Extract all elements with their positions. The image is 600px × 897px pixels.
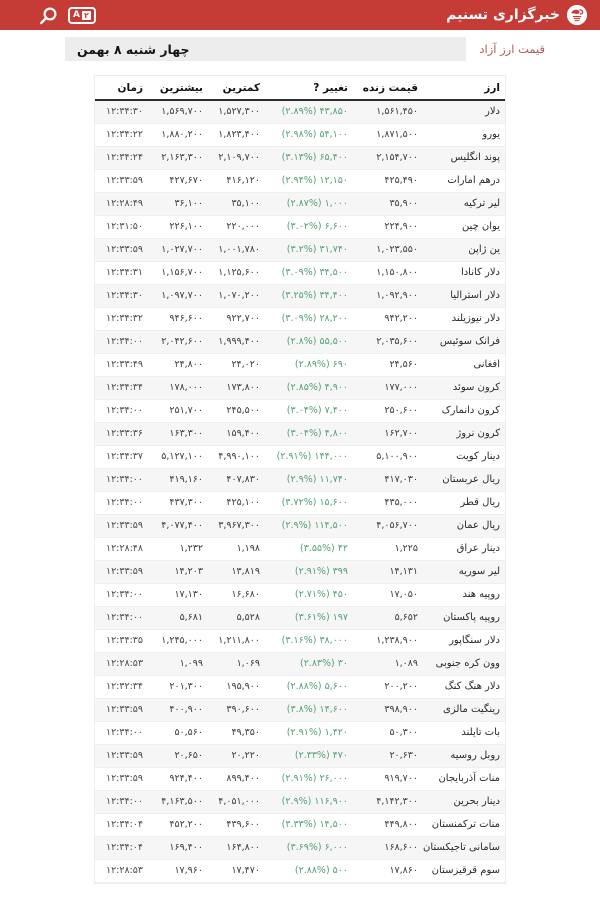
currency-name: کرون سوئد [423,376,505,399]
lowest-value: ۲۴۵,۵۰۰ [208,399,265,422]
lowest-value: ۱۶۴,۸۰۰ [208,836,265,859]
time-value: ۱۲:۳۴:۰۴ [95,836,148,859]
live-price: ۱۴,۱۳۱ [353,560,423,583]
change-value: (۲.۸۹%) ۴۳,۸۵۰ [265,100,353,123]
time-value: ۱۲:۳۴:۰۰ [95,491,148,514]
currency-name: بات تایلند [423,721,505,744]
live-price: ۲۰,۶۳۰ [353,744,423,767]
currency-name: دلار [423,100,505,123]
lowest-value: ۴,۰۵۱,۰۰۰ [208,790,265,813]
live-price: ۴۴۹,۸۰۰ [353,813,423,836]
currency-name: دلار کانادا [423,261,505,284]
currency-name: دینار بحرین [423,790,505,813]
live-price: ۲۴,۵۶۰ [353,353,423,376]
table-row [95,721,505,744]
time-value: ۱۲:۳۴:۰۰ [95,399,148,422]
table-row [95,330,505,353]
change-value: (۳.۲۵%) ۳۴,۴۰۰ [265,284,353,307]
lowest-value: ۱۷,۴۷۰ [208,859,265,882]
highest-value: ۱,۰۲۷,۷۰۰ [148,238,208,261]
lowest-value: ۳,۹۶۷,۳۰۰ [208,514,265,537]
change-value: (۲.۹۴%) ۱۲,۱۵۰ [265,169,353,192]
change-value: (۲.۹۱%) ۳۹۹ [265,560,353,583]
time-value: ۱۲:۳۴:۰۰ [95,468,148,491]
page-title[interactable]: قیمت ارز آزاد [479,42,545,56]
lowest-value: ۴۹,۳۵۰ [208,721,265,744]
highest-value: ۵,۶۸۱ [148,606,208,629]
currency-name: افغانی [423,353,505,376]
table-row [95,238,505,261]
table-row [95,790,505,813]
highest-value: ۱,۲۴۵,۰۰۰ [148,629,208,652]
table-row [95,767,505,790]
highest-value: ۲۰,۶۵۰ [148,744,208,767]
table-row [95,100,505,123]
highest-value: ۹۲۴,۴۰۰ [148,767,208,790]
lowest-value: ۴۲۵,۱۰۰ [208,491,265,514]
change-value: (۲.۹%) ۱۱۴,۵۰۰ [265,514,353,537]
live-price: ۵,۶۵۲ [353,606,423,629]
lowest-value: ۳۵,۱۰۰ [208,192,265,215]
table-row [95,514,505,537]
highest-value: ۲۲۶,۱۰۰ [148,215,208,238]
change-value: (۲.۸۹%) ۶۹۰ [265,353,353,376]
change-value: (۲.۳۳%) ۴۷۰ [265,744,353,767]
live-price: ۱,۵۶۱,۴۵۰ [353,100,423,123]
time-value: ۱۲:۳۲:۳۴ [95,675,148,698]
time-value: ۱۲:۳۴:۲۲ [95,123,148,146]
highest-value: ۴۲۷,۶۷۰ [148,169,208,192]
lowest-value: ۴۱۶,۱۲۰ [208,169,265,192]
date-strip [65,37,466,61]
time-value: ۱۲:۳۳:۵۹ [95,169,148,192]
live-price: ۱۷۷,۰۰۰ [353,376,423,399]
lowest-value: ۱,۰۷۰,۲۰۰ [208,284,265,307]
live-price: ۵,۱۰۰,۹۰۰ [353,445,423,468]
time-value: ۱۲:۳۴:۰۴ [95,813,148,836]
time-value: ۱۲:۳۳:۴۹ [95,353,148,376]
highest-value: ۱,۱۵۶,۷۰۰ [148,261,208,284]
currency-name: وون کره جنوبی [423,652,505,675]
time-value: ۱۲:۳۳:۵۹ [95,698,148,721]
table-row [95,537,505,560]
table-row [95,284,505,307]
table-row [95,836,505,859]
change-value: (۳.۰۲%) ۶,۶۰۰ [265,215,353,238]
currency-name: سامانی تاجیکستان [423,836,505,859]
highest-value: ۲,۱۶۳,۳۰۰ [148,146,208,169]
table-row [95,606,505,629]
live-price: ۴۲۵,۴۹۰ [353,169,423,192]
currency-name: ریال قطر [423,491,505,514]
lowest-value: ۸۹۹,۴۰۰ [208,767,265,790]
time-value: ۱۲:۳۳:۵۹ [95,238,148,261]
table-row [95,123,505,146]
change-value: (۳.۰۹%) ۲۸,۲۰۰ [265,307,353,330]
currency-name: دلار استرالیا [423,284,505,307]
time-value: ۱۲:۲۸:۵۳ [95,652,148,675]
live-price: ۱,۲۳۸,۹۰۰ [353,629,423,652]
currency-name: لیر ترکیه [423,192,505,215]
col-lowest: کمترین [208,76,265,100]
live-price: ۱۶۸,۶۰۰ [353,836,423,859]
time-value: ۱۲:۳۳:۵۹ [95,514,148,537]
live-price: ۱۶۲,۷۰۰ [353,422,423,445]
table-row [95,445,505,468]
highest-value: ۱۷۸,۰۰۰ [148,376,208,399]
change-value: (۲.۸۸%) ۵۰۰ [265,859,353,882]
time-value: ۱۲:۳۴:۰۰ [95,790,148,813]
highest-value: ۴۵۲,۲۰۰ [148,813,208,836]
highest-value: ۲۵۱,۷۰۰ [148,399,208,422]
live-price: ۱,۱۵۰,۸۰۰ [353,261,423,284]
change-value: (۲.۹۱%) ۱,۴۲۰ [265,721,353,744]
highest-value: ۱۷,۹۶۰ [148,859,208,882]
live-price: ۳۹۸,۹۰۰ [353,698,423,721]
table-row [95,744,505,767]
table-row [95,146,505,169]
time-value: ۱۲:۲۸:۵۳ [95,859,148,882]
table-row [95,261,505,284]
title-row [0,37,600,61]
table-row [95,422,505,445]
time-value: ۱۲:۳۴:۳۵ [95,629,148,652]
currency-name: یورو [423,123,505,146]
time-value: ۱۲:۲۸:۴۸ [95,537,148,560]
change-value: (۲.۹۱%) ۲۶,۰۰۰ [265,767,353,790]
highest-value: ۱,۸۸۰,۲۰۰ [148,123,208,146]
lowest-value: ۵,۵۲۸ [208,606,265,629]
change-value: (۲.۸۸%) ۵,۶۰۰ [265,675,353,698]
highest-value: ۱۶۹,۴۰۰ [148,836,208,859]
topbar-icons [10,6,96,25]
time-value: ۱۲:۳۴:۳۲ [95,307,148,330]
col-time: زمان [95,76,148,100]
app-header [0,0,600,30]
time-value: ۱۲:۳۴:۳۱ [95,261,148,284]
lowest-value: ۴۳۹,۶۰۰ [208,813,265,836]
lowest-value: ۱,۰۶۹ [208,652,265,675]
table-row [95,652,505,675]
lowest-value: ۱,۵۲۷,۳۰۰ [208,100,265,123]
highest-value: ۱,۰۹۹ [148,652,208,675]
live-price: ۴,۰۵۶,۷۰۰ [353,514,423,537]
highest-value: ۱,۰۹۷,۷۰۰ [148,284,208,307]
lowest-value: ۱,۹۹۹,۴۰۰ [208,330,265,353]
currency-name: روپیه پاکستان [423,606,505,629]
highest-value: ۴,۱۶۳,۵۰۰ [148,790,208,813]
change-value: (۲.۹%) ۱۱,۷۴۰ [265,468,353,491]
currency-table [94,75,506,884]
table-row [95,560,505,583]
change-value: (۳.۳۳%) ۱۴,۵۰۰ [265,813,353,836]
time-value: ۱۲:۳۴:۳۷ [95,445,148,468]
change-value: (۲.۸۵%) ۴,۹۰۰ [265,376,353,399]
currency-name: دینار عراق [423,537,505,560]
live-price: ۱۷,۸۶۰ [353,859,423,882]
change-value: (۲.۸۷%) ۱,۰۰۰ [265,192,353,215]
search-icon[interactable] [39,6,58,25]
highest-value: ۴۰۰,۹۰۰ [148,698,208,721]
currency-name: دلار نیوزیلند [423,307,505,330]
table-row [95,675,505,698]
table-row [95,859,505,882]
time-value: ۱۲:۳۴:۳۰ [95,100,148,123]
highest-value: ۱۴,۲۰۳ [148,560,208,583]
live-price: ۲,۰۳۵,۶۰۰ [353,330,423,353]
live-price: ۲۵۰,۶۰۰ [353,399,423,422]
highest-value: ۴۳۷,۳۰۰ [148,491,208,514]
lowest-value: ۱۳,۸۱۹ [208,560,265,583]
time-value: ۱۲:۳۴:۰۰ [95,330,148,353]
lowest-value: ۹۲۲,۷۰۰ [208,307,265,330]
table-row [95,353,505,376]
lowest-value: ۴,۹۹۰,۱۰۰ [208,445,265,468]
change-value: (۳.۰۴%) ۴,۸۰۰ [265,422,353,445]
table-row [95,468,505,491]
live-price: ۱,۲۲۵ [353,537,423,560]
change-value: (۲.۸%) ۵۵,۵۰۰ [265,330,353,353]
time-value: ۱۲:۳۴:۲۴ [95,146,148,169]
live-price: ۴۳۵,۰۰۰ [353,491,423,514]
live-price: ۱,۰۸۹ [353,652,423,675]
currency-name: ریال عمان [423,514,505,537]
lowest-value: ۴۰۷,۸۳۰ [208,468,265,491]
live-price: ۱,۸۷۱,۵۰۰ [353,123,423,146]
live-price: ۱۷,۰۵۰ [353,583,423,606]
currency-name: لیر سوریه [423,560,505,583]
time-value: ۱۲:۳۴:۳۰ [95,284,148,307]
change-value: (۳.۵۵%) ۴۲ [265,537,353,560]
highest-value: ۴۱۹,۱۶۰ [148,468,208,491]
lowest-value: ۱۶,۶۸۰ [208,583,265,606]
change-value: (۳.۶۹%) ۶,۰۰۰ [265,836,353,859]
time-value: ۱۲:۳۴:۰۰ [95,721,148,744]
time-value: ۱۲:۳۴:۰۰ [95,583,148,606]
col-currency: ارز [423,76,505,100]
highest-value: ۹۴۶,۶۰۰ [148,307,208,330]
time-value: ۱۲:۳۱:۵۰ [95,215,148,238]
live-price: ۴۱۷,۰۳۰ [353,468,423,491]
highest-value: ۱,۲۳۲ [148,537,208,560]
currency-name: فرانک سوئیس [423,330,505,353]
font-size-icon[interactable]: A ٢ [68,7,96,24]
change-value: (۳.۱۶%) ۳۸,۰۰۰ [265,629,353,652]
lowest-value: ۲۰,۲۲۰ [208,744,265,767]
tasnim-logo-icon [566,4,588,26]
live-price: ۹۱۹,۷۰۰ [353,767,423,790]
change-value: (۳.۰۹%) ۳۴,۵۰۰ [265,261,353,284]
change-value: (۳.۲%) ۳۱,۷۴۰ [265,238,353,261]
currency-name: سوم قرقیزستان [423,859,505,882]
change-value: (۲.۹%) ۱۱۶,۹۰۰ [265,790,353,813]
currency-name: کرون نروژ [423,422,505,445]
time-value: ۱۲:۳۴:۰۰ [95,606,148,629]
lowest-value: ۲,۱۰۹,۷۰۰ [208,146,265,169]
table-row [95,215,505,238]
currency-name: دلار هنگ کنگ [423,675,505,698]
lowest-value: ۱۷۳,۸۰۰ [208,376,265,399]
change-value: (۳.۶۱%) ۱۹۷ [265,606,353,629]
highest-value: ۳۶,۱۰۰ [148,192,208,215]
time-value: ۱۲:۳۳:۵۹ [95,560,148,583]
highest-value: ۲,۰۴۲,۶۰۰ [148,330,208,353]
change-value: (۲.۸۳%) ۳۰ [265,652,353,675]
time-value: ۱۲:۳۳:۵۹ [95,767,148,790]
time-value: ۱۲:۲۸:۴۹ [95,192,148,215]
time-value: ۱۲:۳۴:۳۴ [95,376,148,399]
table-row [95,307,505,330]
change-value: (۳.۱۳%) ۶۵,۴۰۰ [265,146,353,169]
live-price: ۵۰,۳۰۰ [353,721,423,744]
currency-name: کرون دانمارک [423,399,505,422]
table-row [95,192,505,215]
live-price: ۲,۱۵۴,۷۰۰ [353,146,423,169]
time-value: ۱۲:۳۳:۳۶ [95,422,148,445]
live-price: ۲۲۴,۹۰۰ [353,215,423,238]
change-value: (۳.۰۴%) ۷,۴۰۰ [265,399,353,422]
highest-value: ۱۷,۱۳۰ [148,583,208,606]
highest-value: ۲۰۱,۳۰۰ [148,675,208,698]
lowest-value: ۱,۱۲۵,۶۰۰ [208,261,265,284]
highest-value: ۵,۱۲۷,۱۰۰ [148,445,208,468]
currency-name: درهم امارات [423,169,505,192]
brand-title: خبرگزاری تسنیم [446,7,560,23]
live-price: ۱,۰۲۳,۵۵۰ [353,238,423,261]
currency-name: روپیه هند [423,583,505,606]
change-value: (۳.۷۲%) ۱۵,۶۰۰ [265,491,353,514]
currency-name: منات ترکمنستان [423,813,505,836]
highest-value: ۲۴,۸۰۰ [148,353,208,376]
menu-icon[interactable] [10,9,29,22]
change-value: (۲.۹۱%) ۱۴۴,۰۰۰ [265,445,353,468]
table-row [95,813,505,836]
table-row [95,169,505,192]
currency-name: روبل روسیه [423,744,505,767]
currency-name: یوان چین [423,215,505,238]
lowest-value: ۱۵۹,۴۰۰ [208,422,265,445]
currency-name: منات آذربایجان [423,767,505,790]
change-value: (۳.۸%) ۱۴,۶۰۰ [265,698,353,721]
lowest-value: ۱,۰۰۱,۷۸۰ [208,238,265,261]
currency-name: رینگیت مالزی [423,698,505,721]
lowest-value: ۱۹۵,۹۰۰ [208,675,265,698]
date-label: چهار شنبه ۸ بهمن [77,41,190,57]
currency-name: دلار سنگاپور [423,629,505,652]
live-price: ۱,۰۹۲,۹۰۰ [353,284,423,307]
currency-name: ریال عربستان [423,468,505,491]
lowest-value: ۳۹۰,۶۰۰ [208,698,265,721]
currency-name: ین ژاپن [423,238,505,261]
live-price: ۲۰۰,۲۰۰ [353,675,423,698]
live-price: ۴,۱۴۲,۳۰۰ [353,790,423,813]
currency-name: پوند انگلیس [423,146,505,169]
table-header [95,76,505,100]
lowest-value: ۲۲۰,۰۰۰ [208,215,265,238]
lowest-value: ۱,۱۹۸ [208,537,265,560]
lowest-value: ۱,۸۲۳,۴۰۰ [208,123,265,146]
lowest-value: ۱,۲۱۱,۸۰۰ [208,629,265,652]
highest-value: ۵۰,۵۶۰ [148,721,208,744]
col-live-price: قیمت زنده [353,76,423,100]
highest-value: ۴,۰۷۷,۴۰۰ [148,514,208,537]
table-row [95,698,505,721]
lowest-value: ۲۴,۰۲۰ [208,353,265,376]
live-price: ۹۴۲,۲۰۰ [353,307,423,330]
table-row [95,583,505,606]
brand[interactable] [446,4,588,26]
table-row [95,491,505,514]
change-value: (۲.۹۸%) ۵۴,۱۰۰ [265,123,353,146]
highest-value: ۱,۵۶۹,۷۰۰ [148,100,208,123]
live-price: ۳۵,۹۰۰ [353,192,423,215]
table-row [95,399,505,422]
col-highest: بیشترین [148,76,208,100]
highest-value: ۱۶۳,۳۰۰ [148,422,208,445]
currency-name: دینار کویت [423,445,505,468]
table-row [95,629,505,652]
change-value: (۲.۷۱%) ۴۵۰ [265,583,353,606]
table-row [95,376,505,399]
col-change: تغییر ? [265,76,353,100]
time-value: ۱۲:۳۳:۵۹ [95,744,148,767]
